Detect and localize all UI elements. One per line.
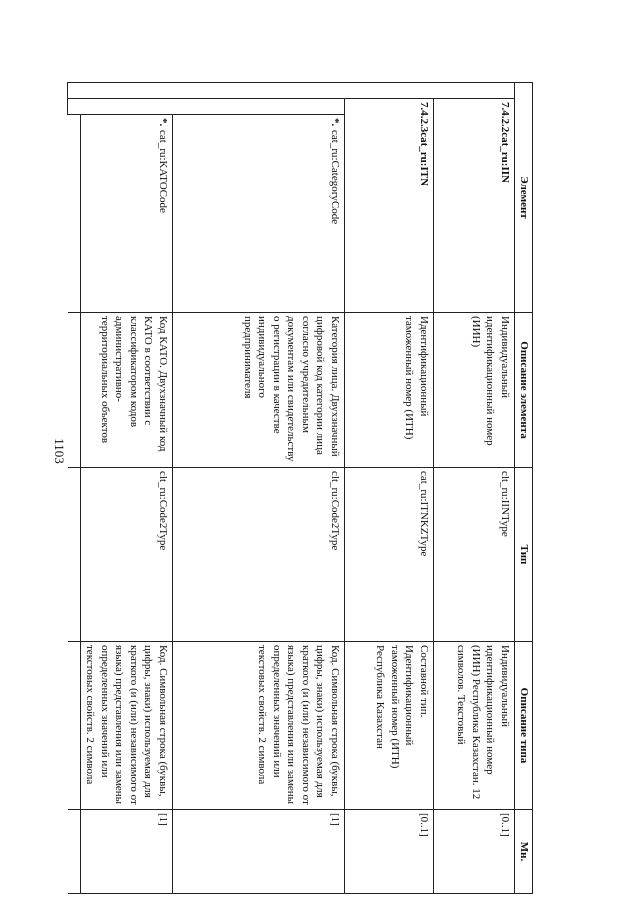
element-name: cat_ru:KATOCode xyxy=(157,130,169,213)
type-description-cell: Составной тип. Идентификационный таможенный номер (ИТН) Республика Казахстан xyxy=(345,642,434,810)
multiplicity-cell xyxy=(68,810,81,894)
element-cell xyxy=(173,115,345,313)
type-cell: clt_ru:Code2Type xyxy=(81,468,173,642)
header-type-description: Описание типа xyxy=(515,642,533,810)
element-cell xyxy=(68,115,81,313)
rotated-table-stage xyxy=(84,82,533,893)
table-row xyxy=(345,83,434,894)
header-element-description: Описание элемента xyxy=(515,313,533,468)
indent-cell xyxy=(81,83,173,99)
type-description-cell xyxy=(68,642,81,810)
element-description-cell: Код КАТО. Двухзначный код КАТО в соответствии с классификатором кодов административно-территориальных объектов xyxy=(81,313,173,468)
multiplicity-cell: [1] xyxy=(173,810,345,894)
indent-cell xyxy=(434,83,515,99)
type-description-cell: Индивидуальный идентификационный номер (ИИН) Республика Казахстан. 12 символов. Текстовый xyxy=(434,642,515,810)
multiplicity-cell: [0..1] xyxy=(434,810,515,894)
header-multiplicity: Мн. xyxy=(515,810,533,894)
row-number: 7.4.2.3 xyxy=(418,102,430,133)
table-row xyxy=(81,83,173,894)
type-cell: clt_ru:Code2Type xyxy=(173,468,345,642)
type-cell xyxy=(68,468,81,642)
table-continuation-row xyxy=(68,83,81,894)
required-marker: *. xyxy=(329,118,341,127)
type-cell: clt_ru:IINType xyxy=(434,468,515,642)
multiplicity-cell: [0..1] xyxy=(345,810,434,894)
header-element: Элемент xyxy=(515,83,533,313)
row-number: 7.4.2.2 xyxy=(499,102,511,133)
specification-table xyxy=(68,82,534,894)
page-number: 1103 xyxy=(52,438,67,464)
indent-cell xyxy=(68,83,81,99)
table-row xyxy=(173,83,345,894)
element-name: cat_ru:CategoryCode xyxy=(329,130,341,225)
table-row xyxy=(434,83,515,894)
required-marker: *. xyxy=(157,118,169,127)
type-description-cell: Код. Символьная строка (буквы, цифры, знаки) используемая для краткого (и (или) независимого от языка) представления или замены определенных значений или текстовых свойств. 2 символа xyxy=(81,642,173,810)
indent-cell xyxy=(81,99,173,115)
header-type: Тип xyxy=(515,468,533,642)
element-cell xyxy=(434,99,515,313)
element-name: cat_ru:IIN xyxy=(499,132,511,183)
indent-cell xyxy=(345,83,434,99)
table-header-row xyxy=(515,83,533,894)
type-description-cell: Код. Символьная строка (буквы, цифры, знаки) используемая для краткого (и (или) независимого от языка) представления или замены определенных значений или текстовых свойств. 2 символа xyxy=(173,642,345,810)
type-cell: cat_ru:ITNKZType xyxy=(345,468,434,642)
indent-cell xyxy=(173,83,345,99)
element-description-cell: Индивидуальный идентификационный номер (ИИН) xyxy=(434,313,515,468)
indent-cell xyxy=(68,99,81,115)
element-description-cell: Категория лица. Двухзначный цифровой код категории лица согласно учредительным документам или свидетельству о регистрации в качестве индивидуального предпринимателя xyxy=(173,313,345,468)
element-description-cell xyxy=(68,313,81,468)
element-name: cat_ru:ITN xyxy=(418,132,430,187)
multiplicity-cell: [1] xyxy=(81,810,173,894)
indent-cell xyxy=(173,99,345,115)
element-description-cell: Идентификационный таможенный номер (ИТН) xyxy=(345,313,434,468)
element-cell xyxy=(81,115,173,313)
element-cell xyxy=(345,99,434,313)
